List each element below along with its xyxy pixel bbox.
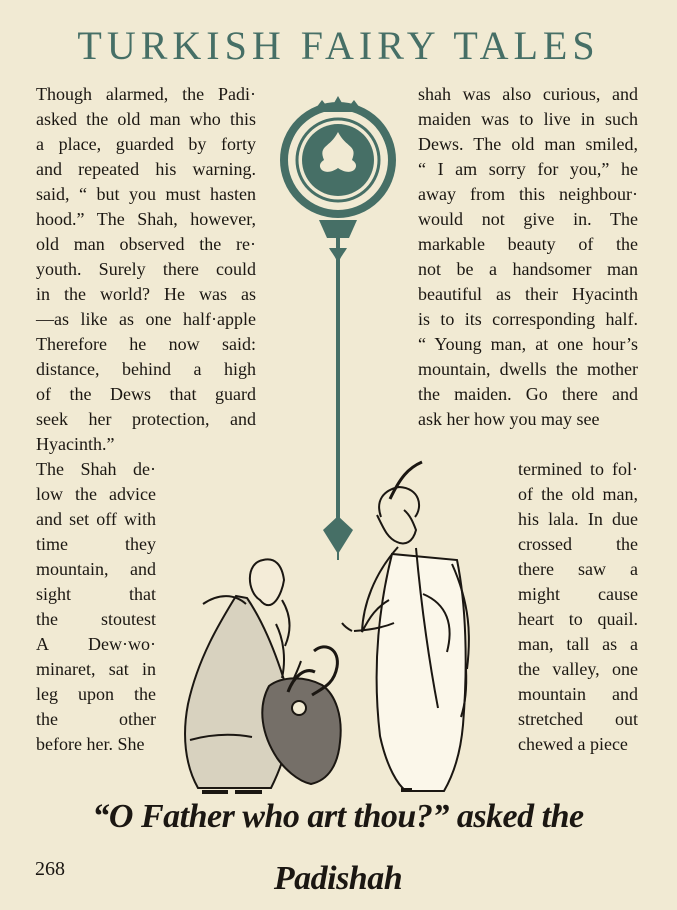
text-line: shah was also curious, and bbox=[418, 84, 638, 104]
text-line: said, “ but you must hasten bbox=[36, 184, 256, 204]
text-line: mountain and bbox=[518, 684, 638, 704]
text-line: heart to quail. bbox=[518, 609, 638, 629]
text-line: —as like as one half·apple bbox=[36, 309, 256, 329]
text-line: old man observed the re· bbox=[36, 234, 256, 254]
text-line: Though alarmed, the Padi· bbox=[36, 84, 256, 104]
text-line: of the Dews that guard bbox=[36, 384, 256, 404]
text-line: might cause bbox=[518, 584, 638, 604]
text-line: the stoutest bbox=[36, 609, 156, 629]
text-line: asked the old man who this bbox=[36, 109, 256, 129]
text-line: “ Young man, at one hour’s bbox=[418, 334, 638, 354]
text-line: distance, behind a high bbox=[36, 359, 256, 379]
text-line: ask her how you may see bbox=[418, 409, 600, 429]
text-line: minaret, sat in bbox=[36, 659, 156, 679]
text-line: leg upon the bbox=[36, 684, 156, 704]
text-line: seek her protection, and bbox=[36, 409, 256, 429]
text-line: markable beauty of the bbox=[418, 234, 638, 254]
page-number: 268 bbox=[35, 858, 65, 880]
text-line: mountain, dwells the mother bbox=[418, 359, 638, 379]
text-line: the valley, one bbox=[518, 659, 638, 679]
text-line: would not give in. The bbox=[418, 209, 638, 229]
text-line: stretched out bbox=[518, 709, 638, 729]
text-line: The Shah de· bbox=[36, 459, 156, 479]
text-line: sight that bbox=[36, 584, 156, 604]
text-line: youth. Surely there could bbox=[36, 259, 256, 279]
text-line: man, tall as a bbox=[518, 634, 638, 654]
text-line: is to its corresponding half. bbox=[418, 309, 638, 329]
text-line: not be a handsomer man bbox=[418, 259, 638, 279]
text-line: beautiful as their Hyacinth bbox=[418, 284, 638, 304]
text-line: of the old man, bbox=[518, 484, 638, 504]
illustration-caption: “O Father who art thou?” asked the Padishah bbox=[92, 798, 584, 897]
text-line: maiden was to live in such bbox=[418, 109, 638, 129]
text-line: away from this neighbour· bbox=[418, 184, 638, 204]
text-line: Therefore he now said: bbox=[36, 334, 256, 354]
text-line: before her. She bbox=[36, 734, 145, 754]
text-line: mountain, and bbox=[36, 559, 156, 579]
text-line: Hyacinth.” bbox=[36, 434, 115, 454]
running-header: TURKISH FAIRY TALES bbox=[77, 23, 600, 68]
text-line: crossed the bbox=[518, 534, 638, 554]
text-line: there saw a bbox=[518, 559, 638, 579]
text-line: A Dew·wo· bbox=[36, 634, 156, 654]
text-line: a place, guarded by forty bbox=[36, 134, 256, 154]
text-line: time they bbox=[36, 534, 156, 554]
text-line: in the world? He was as bbox=[36, 284, 256, 304]
text-line: chewed a piece bbox=[518, 734, 628, 754]
text-line: low the advice bbox=[36, 484, 156, 504]
padishah-figure bbox=[342, 462, 469, 791]
text-line: Dews. The old man smiled, bbox=[418, 134, 638, 154]
text-line: and set off with bbox=[36, 509, 156, 529]
text-line: the maiden. Go there and bbox=[418, 384, 638, 404]
text-line: termined to fol· bbox=[518, 459, 638, 479]
ornament-medallion bbox=[284, 96, 392, 560]
text-line: “ I am sorry for you,” he bbox=[418, 159, 638, 179]
text-line: hood.” The Shah, however, bbox=[36, 209, 256, 229]
text-line: the other bbox=[36, 709, 156, 729]
text-line: his lala. In due bbox=[518, 509, 638, 529]
text-line: and repeated his warning. bbox=[36, 159, 256, 179]
